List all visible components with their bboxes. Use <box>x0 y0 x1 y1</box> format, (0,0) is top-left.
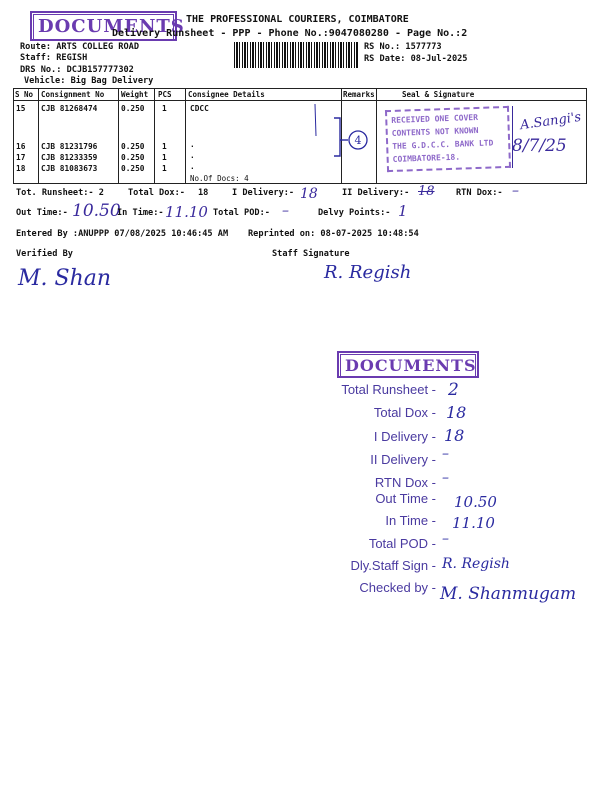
summary-value: 18 <box>444 426 465 445</box>
drs-value: DCJB157777302 <box>66 65 134 75</box>
rtn-dox-value: – <box>512 183 519 199</box>
table-header-divider <box>13 100 587 101</box>
staff-signature-label: Staff Signature <box>272 249 350 259</box>
col-header-pcs: PCS <box>158 90 172 99</box>
summary-label: Total Runsheet - <box>341 382 436 397</box>
verified-by-signature: M. Shan <box>18 266 112 291</box>
summary-stamp-text: DOCUMENTS <box>340 354 476 377</box>
summary-label: Total POD - <box>368 536 436 551</box>
staff-signature: R. Regish <box>324 262 412 283</box>
summary-value: 10.50 <box>454 493 497 511</box>
seal-line: RECEIVED ONE COVER <box>391 112 479 125</box>
col-divider <box>185 88 186 184</box>
seal-date: 8/7/25 <box>512 136 567 156</box>
summary-value: 11.10 <box>452 514 495 532</box>
seal-signature: A.Sangi's <box>519 109 583 134</box>
table-row <box>16 104 25 113</box>
no-of-docs: No.Of Docs: 4 <box>190 174 249 183</box>
summary-value: – <box>442 470 449 486</box>
summary-label: Checked by - <box>359 580 436 595</box>
row-consignment: CJB 81233359 <box>41 153 98 162</box>
row-details: . <box>190 162 195 171</box>
ii-delivery-label: II Delivery:- <box>342 188 410 198</box>
verified-by-label: Verified By <box>16 249 73 259</box>
summary-label: I Delivery - <box>373 429 436 444</box>
in-time-label: In Time:- <box>117 208 164 218</box>
summary-label: Dly.Staff Sign - <box>350 558 436 573</box>
row-pcs: 1 <box>162 153 167 162</box>
row-details: CDCC <box>190 104 209 113</box>
col-header-sno: S No <box>15 90 34 99</box>
total-dox-value: 18 <box>198 188 209 198</box>
row-sno: 16 <box>16 142 26 151</box>
col-header-consignment: Consignment No <box>41 90 105 99</box>
summary-value: – <box>442 446 449 462</box>
bank-seal-stamp <box>385 106 511 172</box>
remarks-number: 4 <box>354 134 362 147</box>
out-time-value: 10.50 <box>72 201 121 221</box>
in-time-value: 11.10 <box>165 203 208 221</box>
row-consignment: CJB 81231796 <box>41 142 98 151</box>
row-consignment: CJB 81083673 <box>41 164 98 173</box>
row-sno: 18 <box>16 164 26 173</box>
col-divider <box>154 88 155 184</box>
seal-line: THE G.D.C.C. BANK LTD <box>392 138 494 151</box>
delvy-points-label: Delvy Points:- <box>318 208 391 218</box>
rtn-dox-label: RTN Dox:- <box>456 188 503 198</box>
summary-label: II Delivery - <box>370 452 436 467</box>
summary-label: In Time - <box>385 513 436 528</box>
row-details: . <box>190 151 195 160</box>
col-header-seal: Seal & Signature <box>402 90 475 99</box>
staff: Staff: REGISH <box>20 53 88 63</box>
total-dox-label: Total Dox:- <box>128 188 185 198</box>
entered-by: Entered By :ANUPPP 07/08/2025 10:46:45 AM <box>16 229 229 239</box>
row-sno: 15 <box>16 104 26 113</box>
summary-value: – <box>442 531 449 547</box>
row-pcs: 1 <box>162 104 167 113</box>
col-header-consignee: Consignee Details <box>188 90 265 99</box>
col-header-weight: Weight <box>121 90 149 99</box>
remarks-bracket-mark <box>326 114 374 162</box>
ii-delivery-value: 18 <box>418 184 435 199</box>
row-weight: 0.250 <box>121 153 145 162</box>
reprinted-on: Reprinted on: 08-07-2025 10:48:54 <box>248 229 419 239</box>
runsheet-subtitle: Delivery Runsheet - PPP - Phone No.:9047080280 - Page No.:2 <box>112 28 468 39</box>
drs-number <box>20 65 134 75</box>
pen-stroke <box>310 102 320 138</box>
company-name: THE PROFESSIONAL COURIERS, COIMBATORE <box>186 14 409 25</box>
row-weight: 0.250 <box>121 142 145 151</box>
row-pcs: 1 <box>162 142 167 151</box>
rs-date: RS Date: 08-Jul-2025 <box>364 54 468 64</box>
total-pod-value: – <box>282 203 289 219</box>
summary-value: R. Regish <box>442 556 510 572</box>
summary-documents-stamp <box>337 351 479 378</box>
delvy-points-value: 1 <box>398 202 408 220</box>
vehicle: Vehicle: Big Bag Delivery <box>24 76 154 86</box>
tot-runsheet: Tot. Runsheet:- 2 <box>16 188 104 198</box>
summary-label: RTN Dox - <box>374 475 436 490</box>
col-divider <box>38 88 39 184</box>
rs-number: RS No.: 1577773 <box>364 42 442 52</box>
seal-line: COIMBATORE-18. <box>392 152 461 164</box>
seal-line: CONTENTS NOT KNOWN <box>391 125 479 138</box>
seal-signature-box <box>512 106 514 168</box>
row-consignment: CJB 81268474 <box>41 104 98 113</box>
drs-label: DRS No.: <box>20 65 62 75</box>
col-header-remarks: Remarks <box>343 90 375 99</box>
summary-value: 2 <box>448 380 459 400</box>
summary-label: Out Time - <box>375 491 436 506</box>
summary-label: Total Dox - <box>373 405 436 420</box>
out-time-label: Out Time:- <box>16 208 68 218</box>
row-sno: 17 <box>16 153 26 162</box>
col-divider <box>118 88 119 184</box>
row-weight: 0.250 <box>121 104 145 113</box>
col-divider <box>376 88 377 184</box>
i-delivery-label: I Delivery:- <box>232 188 295 198</box>
summary-value: M. Shanmugam <box>440 584 577 604</box>
row-pcs: 1 <box>162 164 167 173</box>
route: Route: ARTS COLLEG ROAD <box>20 42 139 52</box>
barcode <box>234 42 358 68</box>
row-weight: 0.250 <box>121 164 145 173</box>
i-delivery-value: 18 <box>300 186 318 202</box>
total-pod-label: Total POD:- <box>213 208 270 218</box>
row-details: . <box>190 140 195 149</box>
summary-value: 18 <box>446 403 467 422</box>
documents-stamp-text: DOCUMENTS <box>33 14 174 40</box>
